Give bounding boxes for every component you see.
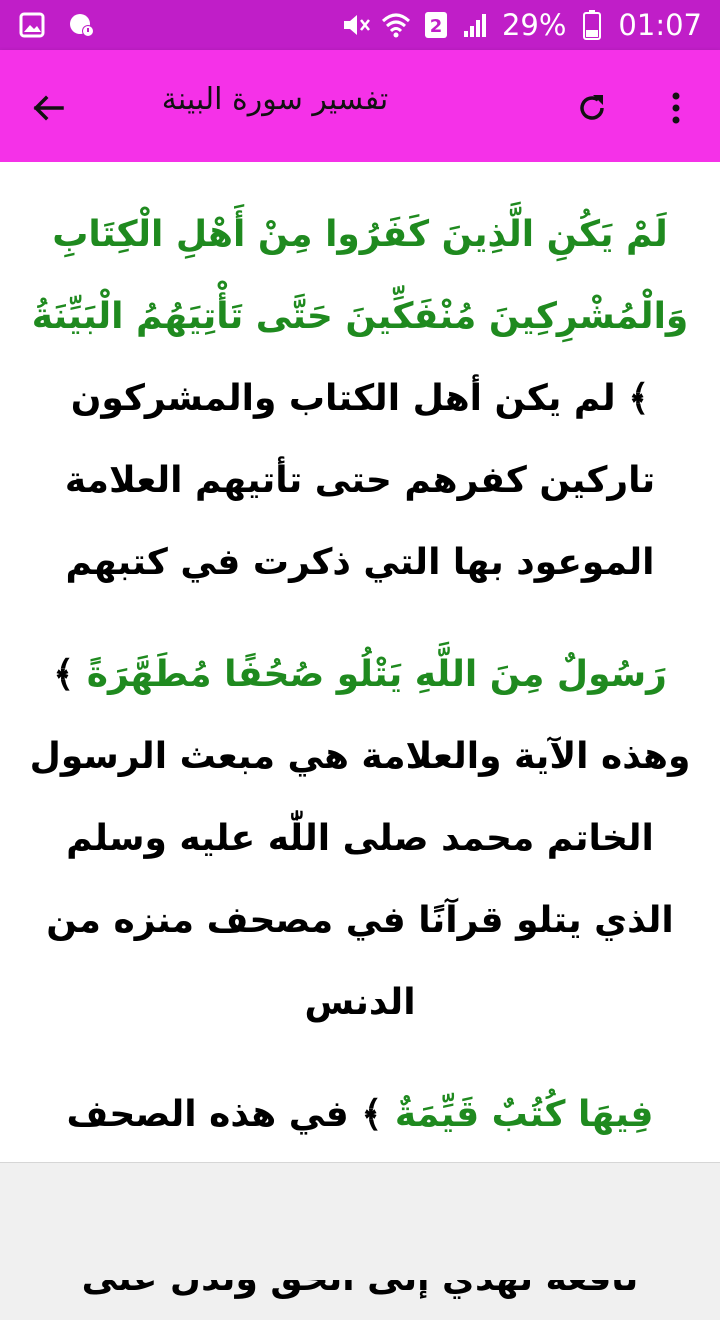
sim-icon	[422, 11, 450, 39]
clock: 01:07	[618, 8, 702, 42]
battery-icon	[578, 11, 606, 39]
battery-percent: 29%	[501, 8, 567, 42]
app-bar	[0, 50, 720, 162]
status-left	[18, 11, 96, 39]
verse-bracket: ﴾	[628, 378, 650, 419]
verse-text: رَسُولٌ مِنَ اللَّهِ يَتْلُو صُحُفًا مُطَهَّرَةً	[86, 654, 667, 695]
verse-text: فِيهَا كُتُبٌ قَيِّمَةٌ	[394, 1094, 654, 1135]
tafsir-paragraph-2	[0, 634, 720, 1044]
signal-icon	[462, 11, 490, 39]
verse-text: لَمْ يَكُنِ الَّذِينَ كَفَرُوا مِنْ أَهْلِ الْكِتَابِ وَالْمُشْرِكِينَ مُنْفَكِّينَ حَتَّى تَأْتِيَهُمُ الْبَيِّنَةُ	[31, 214, 689, 337]
verse-bracket: ﴾	[361, 1094, 383, 1135]
refresh-icon[interactable]	[568, 84, 616, 132]
bottom-empty-area	[0, 1162, 720, 1280]
sim-number: 2	[429, 16, 443, 37]
explanation-text: لم يكن أهل الكتاب والمشركون تاركين كفرهم حتى تأتيهم العلامة الموعود بها التي ذكرت في كتبهم	[64, 378, 656, 583]
more-vert-icon[interactable]	[656, 84, 696, 132]
explanation-text: في هذه الصحف	[66, 1094, 349, 1135]
status-right	[342, 8, 702, 42]
explanation-text: وهذه الآية والعلامة هي مبعث الرسول الخاتم محمد صلى اللّٰه عليه وسلم الذي يتلو قرآنًا في مصحف منزه من الدنس	[29, 736, 691, 1023]
verse-bracket: ﴾	[53, 654, 75, 695]
mute-icon	[342, 11, 370, 39]
page-title: تفسير سورة البينة	[161, 82, 389, 117]
tafsir-content[interactable]	[0, 162, 720, 1162]
image-icon	[18, 11, 46, 39]
wifi-icon	[382, 11, 410, 39]
status-bar	[0, 0, 720, 50]
tafsir-paragraph-1	[0, 162, 720, 604]
back-arrow-icon[interactable]	[24, 84, 72, 132]
bug-icon	[68, 11, 96, 39]
